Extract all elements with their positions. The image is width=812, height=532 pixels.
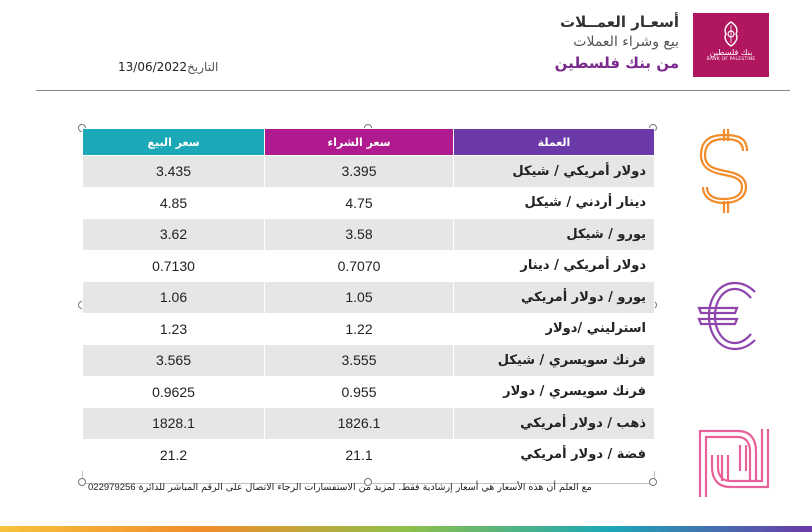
header-divider	[36, 90, 790, 91]
table-row	[83, 250, 655, 282]
table-row	[83, 408, 655, 440]
currency-cell[interactable]: يورو / شيكل	[454, 219, 655, 251]
table-header-row	[83, 129, 655, 156]
table-row	[83, 156, 655, 188]
sell-rate-cell[interactable]: 21.2	[83, 439, 265, 471]
dollar-icon	[697, 125, 755, 217]
bank-logo	[693, 13, 769, 77]
currency-cell[interactable]: ذهب / دولار أمريكي	[454, 408, 655, 440]
header-sell-rate: سعر البيع	[83, 129, 265, 156]
currency-cell[interactable]: فرنك سويسري / شيكل	[454, 345, 655, 377]
page-title: أسعـار العمــلات	[560, 13, 679, 31]
buy-rate-cell[interactable]: 21.1	[265, 439, 454, 471]
exchange-rates-table	[82, 128, 655, 471]
sell-rate-cell[interactable]: 0.9625	[83, 376, 265, 408]
sell-rate-cell[interactable]: 3.62	[83, 219, 265, 251]
buy-rate-cell[interactable]: 3.555	[265, 345, 454, 377]
title-block	[555, 12, 679, 74]
sell-rate-cell[interactable]: 1.23	[83, 313, 265, 345]
sell-rate-cell[interactable]: 4.85	[83, 187, 265, 219]
table-row	[83, 345, 655, 377]
currency-cell[interactable]: فرنك سويسري / دولار	[454, 376, 655, 408]
buy-rate-cell[interactable]: 1.22	[265, 313, 454, 345]
bank-name-ar: بنك فلسطين	[709, 48, 753, 57]
footnote	[88, 482, 592, 493]
buy-rate-cell[interactable]: 0.955	[265, 376, 454, 408]
sell-rate-cell[interactable]: 3.565	[83, 345, 265, 377]
header-buy-rate: سعر الشراء	[265, 129, 454, 156]
euro-icon	[693, 278, 765, 354]
date-value: 13/06/2022	[118, 60, 188, 74]
currency-cell[interactable]: دولار أمريكي / شيكل	[454, 156, 655, 188]
date-label: التاريخ	[187, 60, 219, 74]
footnote-phone: 022979256	[88, 482, 136, 493]
currency-cell[interactable]: استرليني /دولار	[454, 313, 655, 345]
currency-cell[interactable]: دينار أردني / شيكل	[454, 187, 655, 219]
resize-handle-bottom-left[interactable]	[78, 478, 86, 486]
shekel-icon	[694, 425, 774, 500]
buy-rate-cell[interactable]: 4.75	[265, 187, 454, 219]
table-row	[83, 376, 655, 408]
page-subtitle: بيع وشراء العملات	[573, 34, 679, 50]
bottom-color-bar	[0, 526, 812, 532]
table-row	[83, 187, 655, 219]
sell-rate-cell[interactable]: 0.7130	[83, 250, 265, 282]
table-body	[83, 156, 655, 471]
table-row	[83, 219, 655, 251]
footnote-text: مع العلم أن هذه الأسعار هي أسعار إرشادية فقط. لمزيد من الاستفسارات الرجاء الاتصال على الرقم المباشر للدائرة	[138, 482, 592, 493]
table-row	[83, 282, 655, 314]
sell-rate-cell[interactable]: 3.435	[83, 156, 265, 188]
header-currency: العملة	[454, 129, 655, 156]
sell-rate-cell[interactable]: 1.06	[83, 282, 265, 314]
table-row	[83, 313, 655, 345]
bank-emblem-icon	[720, 21, 742, 47]
page-tagline: من بنك فلسطين	[554, 54, 679, 72]
currency-cell[interactable]: دولار أمريكي / دينار	[454, 250, 655, 282]
sell-rate-cell[interactable]: 1828.1	[83, 408, 265, 440]
currency-cell[interactable]: يورو / دولار أمريكي	[454, 282, 655, 314]
buy-rate-cell[interactable]: 3.395	[265, 156, 454, 188]
resize-handle-bottom-right[interactable]	[649, 478, 657, 486]
buy-rate-cell[interactable]: 1.05	[265, 282, 454, 314]
bank-name-en: BANK OF PALESTINE	[706, 57, 756, 62]
date-line	[118, 60, 218, 74]
buy-rate-cell[interactable]: 3.58	[265, 219, 454, 251]
buy-rate-cell[interactable]: 0.7070	[265, 250, 454, 282]
table-row	[83, 439, 655, 471]
currency-cell[interactable]: فضة / دولار أمريكي	[454, 439, 655, 471]
buy-rate-cell[interactable]: 1826.1	[265, 408, 454, 440]
